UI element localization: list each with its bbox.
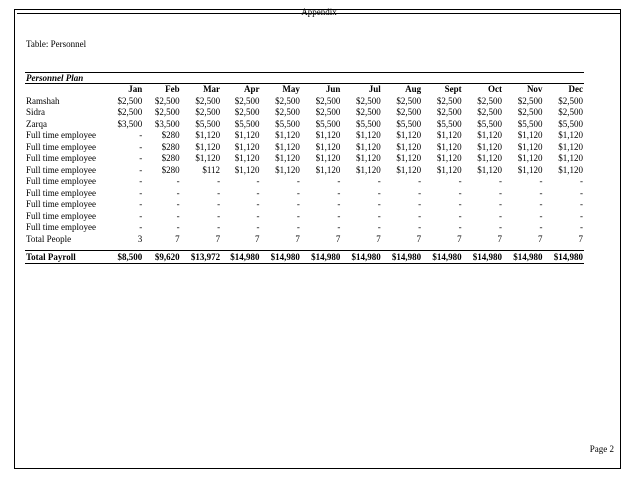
row-value: $5,500 xyxy=(477,118,503,129)
plan-title: Personnel Plan xyxy=(25,73,109,84)
table-row xyxy=(25,176,584,188)
total-payroll-value: $9,620 xyxy=(143,251,180,264)
total-payroll-value: $14,980 xyxy=(503,251,543,264)
row-value: $1,120 xyxy=(356,141,381,152)
row-value: $5,500 xyxy=(436,118,462,129)
row-value: - xyxy=(176,187,180,198)
row-value: - xyxy=(539,222,543,232)
row-value: $1,120 xyxy=(477,141,503,152)
row-value: - xyxy=(499,222,503,232)
row-value: 3 xyxy=(137,233,143,244)
row-value: $5,500 xyxy=(315,118,341,129)
row-value: - xyxy=(580,176,583,186)
row-value: $1,120 xyxy=(558,130,583,140)
row-value: 7 xyxy=(215,233,221,244)
row-value: - xyxy=(580,199,583,209)
row-value: $1,120 xyxy=(517,153,543,163)
row-value: - xyxy=(377,222,381,232)
header-rule xyxy=(17,13,621,14)
row-label: Full time employee xyxy=(26,130,96,140)
row-value: $5,500 xyxy=(275,118,300,129)
row-label: Full time employee xyxy=(26,164,96,175)
row-value: $2,500 xyxy=(477,107,503,117)
row-value: - xyxy=(139,176,143,186)
row-value: 7 xyxy=(537,233,543,244)
row-value: $1,120 xyxy=(275,130,300,140)
row-label: Full time employee xyxy=(26,187,96,198)
row-label: Full time employee xyxy=(26,176,96,186)
month-header: Oct xyxy=(488,84,503,94)
row-value: $1,120 xyxy=(195,141,221,152)
row-value: - xyxy=(256,187,260,198)
row-value: $1,120 xyxy=(195,130,221,140)
row-value: - xyxy=(139,222,143,232)
row-value: - xyxy=(139,199,143,209)
row-value: $1,120 xyxy=(436,153,462,163)
table-caption: Table: Personnel xyxy=(26,39,87,49)
row-value: $2,500 xyxy=(558,95,583,106)
page-number: Page 2 xyxy=(589,444,614,454)
row-value: - xyxy=(580,187,583,198)
plan-title-row xyxy=(25,73,584,84)
row-value: - xyxy=(256,199,260,209)
table-row xyxy=(25,165,584,177)
row-value: - xyxy=(139,164,143,175)
row-value: $2,500 xyxy=(315,95,341,106)
row-value: $1,120 xyxy=(315,141,341,152)
row-value: - xyxy=(539,210,543,221)
row-value: $1,120 xyxy=(396,130,422,140)
row-value: - xyxy=(139,130,143,140)
total-payroll-value: $14,980 xyxy=(260,251,300,264)
row-value: $280 xyxy=(161,130,180,140)
row-value: - xyxy=(539,199,543,209)
row-value: $3,500 xyxy=(117,118,143,129)
table-row xyxy=(25,222,584,234)
row-value: - xyxy=(296,176,300,186)
total-payroll-row xyxy=(25,251,584,264)
row-label: Full time employee xyxy=(26,153,96,163)
row-value: $5,500 xyxy=(396,118,422,129)
row-value: $5,500 xyxy=(356,118,381,129)
table-row xyxy=(25,211,584,223)
row-value: $112 xyxy=(202,164,221,175)
month-header: May xyxy=(282,84,300,94)
row-value: - xyxy=(418,222,422,232)
row-value: $1,120 xyxy=(234,164,260,175)
row-value: - xyxy=(296,222,300,232)
row-value: 7 xyxy=(376,233,381,244)
row-value: - xyxy=(217,222,221,232)
row-value: - xyxy=(458,187,462,198)
row-value: - xyxy=(499,199,503,209)
row-value: $5,500 xyxy=(558,118,583,129)
month-header: Sept xyxy=(444,84,462,94)
row-value: $1,120 xyxy=(436,141,462,152)
row-value: $1,120 xyxy=(234,153,260,163)
row-value: 7 xyxy=(175,233,180,244)
table-row xyxy=(25,96,584,108)
row-value: $1,120 xyxy=(396,153,422,163)
table-row xyxy=(25,234,584,246)
row-value: 7 xyxy=(578,233,583,244)
row-value: - xyxy=(539,176,543,186)
row-value: $2,500 xyxy=(234,107,260,117)
row-value: $2,500 xyxy=(195,107,221,117)
row-value: - xyxy=(176,210,180,221)
row-value: - xyxy=(217,187,221,198)
row-value: - xyxy=(539,187,543,198)
row-value: - xyxy=(256,176,260,186)
row-value: 7 xyxy=(416,233,422,244)
row-value: $1,120 xyxy=(234,141,260,152)
row-value: - xyxy=(418,176,422,186)
table-row xyxy=(25,119,584,131)
row-value: - xyxy=(377,199,381,209)
row-value: $1,120 xyxy=(195,153,221,163)
row-value: - xyxy=(337,176,341,186)
row-value: - xyxy=(377,187,381,198)
total-payroll-value: $14,980 xyxy=(422,251,462,264)
row-value: $1,120 xyxy=(517,141,543,152)
row-value: $1,120 xyxy=(436,130,462,140)
row-value: 7 xyxy=(254,233,260,244)
row-value: $1,120 xyxy=(558,153,583,163)
table-row xyxy=(25,153,584,165)
row-value: - xyxy=(499,187,503,198)
row-value: $1,120 xyxy=(396,141,422,152)
row-value: - xyxy=(458,222,462,232)
row-value: - xyxy=(377,210,381,221)
total-payroll-value: $14,980 xyxy=(382,251,422,264)
row-value: - xyxy=(458,199,462,209)
row-value: $1,120 xyxy=(315,130,341,140)
row-value: - xyxy=(176,176,180,186)
document-header: Appendix xyxy=(301,7,337,17)
row-value: $5,500 xyxy=(195,118,221,129)
table-row xyxy=(25,107,584,119)
row-value: - xyxy=(139,210,143,221)
row-value: - xyxy=(256,210,260,221)
month-header: Dec xyxy=(568,84,583,94)
row-value: $1,120 xyxy=(517,130,543,140)
row-value: - xyxy=(296,199,300,209)
row-value: - xyxy=(580,222,583,232)
row-value: 7 xyxy=(457,233,462,244)
row-value: - xyxy=(377,176,381,186)
row-value: 7 xyxy=(335,233,341,244)
row-value: - xyxy=(176,199,180,209)
row-value: - xyxy=(256,222,260,232)
table-row xyxy=(25,142,584,154)
row-label: Full time employee xyxy=(26,210,96,221)
row-value: $1,120 xyxy=(477,153,503,163)
row-label: Sidra xyxy=(26,107,45,117)
row-value: - xyxy=(418,210,422,221)
row-value: - xyxy=(296,210,300,221)
personnel-plan-table xyxy=(25,72,584,264)
row-value: $2,500 xyxy=(356,95,381,106)
months-header-row xyxy=(25,84,584,96)
row-value: - xyxy=(337,187,341,198)
row-value: - xyxy=(217,199,221,209)
row-value: - xyxy=(458,210,462,221)
row-value: - xyxy=(458,176,462,186)
row-value: $280 xyxy=(161,141,180,152)
row-value: $1,120 xyxy=(356,130,381,140)
row-value: $2,500 xyxy=(517,95,543,106)
month-header: Feb xyxy=(165,84,180,94)
month-header: Jan xyxy=(128,84,143,94)
total-payroll-value: $14,980 xyxy=(341,251,381,264)
row-value: - xyxy=(217,176,221,186)
row-value: - xyxy=(337,210,341,221)
table-row xyxy=(25,199,584,211)
row-value: $1,120 xyxy=(558,164,583,175)
row-value: $2,500 xyxy=(436,107,462,117)
personnel-plan-body xyxy=(25,73,584,264)
row-value: - xyxy=(499,210,503,221)
row-value: - xyxy=(337,199,341,209)
row-value: $280 xyxy=(161,153,180,163)
row-value: - xyxy=(499,176,503,186)
row-value: 7 xyxy=(497,233,503,244)
row-value: - xyxy=(139,187,143,198)
row-value: $2,500 xyxy=(154,107,180,117)
row-value: $2,500 xyxy=(558,107,583,117)
row-label: Zarqa xyxy=(26,118,47,129)
total-payroll-value: $14,980 xyxy=(221,251,260,264)
row-value: $1,120 xyxy=(275,164,300,175)
row-value: $1,120 xyxy=(275,153,300,163)
row-value: $2,500 xyxy=(117,107,143,117)
month-header: Jul xyxy=(368,84,381,94)
row-value: - xyxy=(418,199,422,209)
row-value: $1,120 xyxy=(315,164,341,175)
total-payroll-value: $14,980 xyxy=(301,251,341,264)
table-row xyxy=(25,188,584,200)
row-value: $1,120 xyxy=(356,153,381,163)
row-label: Total People xyxy=(26,233,72,244)
row-value: $2,500 xyxy=(356,107,381,117)
row-value: - xyxy=(337,222,341,232)
row-value: $1,120 xyxy=(356,164,381,175)
table-row xyxy=(25,130,584,142)
total-payroll-value: $13,972 xyxy=(181,251,221,264)
row-value: $1,120 xyxy=(558,141,583,152)
row-value: $2,500 xyxy=(154,95,180,106)
row-value: $2,500 xyxy=(477,95,503,106)
row-value: $1,120 xyxy=(517,164,543,175)
row-value: $3,500 xyxy=(154,118,180,129)
month-header: Mar xyxy=(203,84,221,94)
row-value: - xyxy=(139,153,143,163)
row-label: Full time employee xyxy=(26,141,96,152)
row-value: $2,500 xyxy=(517,107,543,117)
row-value: $2,500 xyxy=(195,95,221,106)
month-header: Aug xyxy=(405,84,422,94)
row-value: $1,120 xyxy=(234,130,260,140)
row-value: - xyxy=(296,187,300,198)
row-value: $2,500 xyxy=(117,95,143,106)
row-value: $2,500 xyxy=(396,95,422,106)
total-payroll-value: $14,980 xyxy=(463,251,503,264)
row-value: $280 xyxy=(161,164,180,175)
row-value: $5,500 xyxy=(517,118,543,129)
row-value: $2,500 xyxy=(315,107,341,117)
row-value: - xyxy=(139,141,143,152)
row-value: $2,500 xyxy=(275,107,300,117)
row-value: $2,500 xyxy=(275,95,300,106)
row-value: - xyxy=(580,210,583,221)
row-value: 7 xyxy=(295,233,300,244)
total-payroll-label: Total Payroll xyxy=(25,251,109,264)
month-header: Nov xyxy=(526,84,543,94)
row-value: $1,120 xyxy=(436,164,462,175)
row-label: Full time employee xyxy=(26,222,96,232)
row-value: $2,500 xyxy=(396,107,422,117)
row-value: - xyxy=(418,187,422,198)
row-value: - xyxy=(176,222,180,232)
total-payroll-value: $8,500 xyxy=(109,251,143,264)
month-header: Jun xyxy=(325,84,341,94)
row-value: $1,120 xyxy=(477,130,503,140)
row-value: $2,500 xyxy=(234,95,260,106)
row-value: $1,120 xyxy=(396,164,422,175)
row-label: Ramshah xyxy=(26,95,60,106)
row-value: $1,120 xyxy=(315,153,341,163)
total-payroll-value: $14,980 xyxy=(543,251,584,264)
row-value: $1,120 xyxy=(275,141,300,152)
row-value: $5,500 xyxy=(234,118,260,129)
month-header: Apr xyxy=(243,84,260,94)
row-value: $2,500 xyxy=(436,95,462,106)
row-value: $1,120 xyxy=(477,164,503,175)
row-value: - xyxy=(217,210,221,221)
row-label: Full time employee xyxy=(26,199,96,209)
